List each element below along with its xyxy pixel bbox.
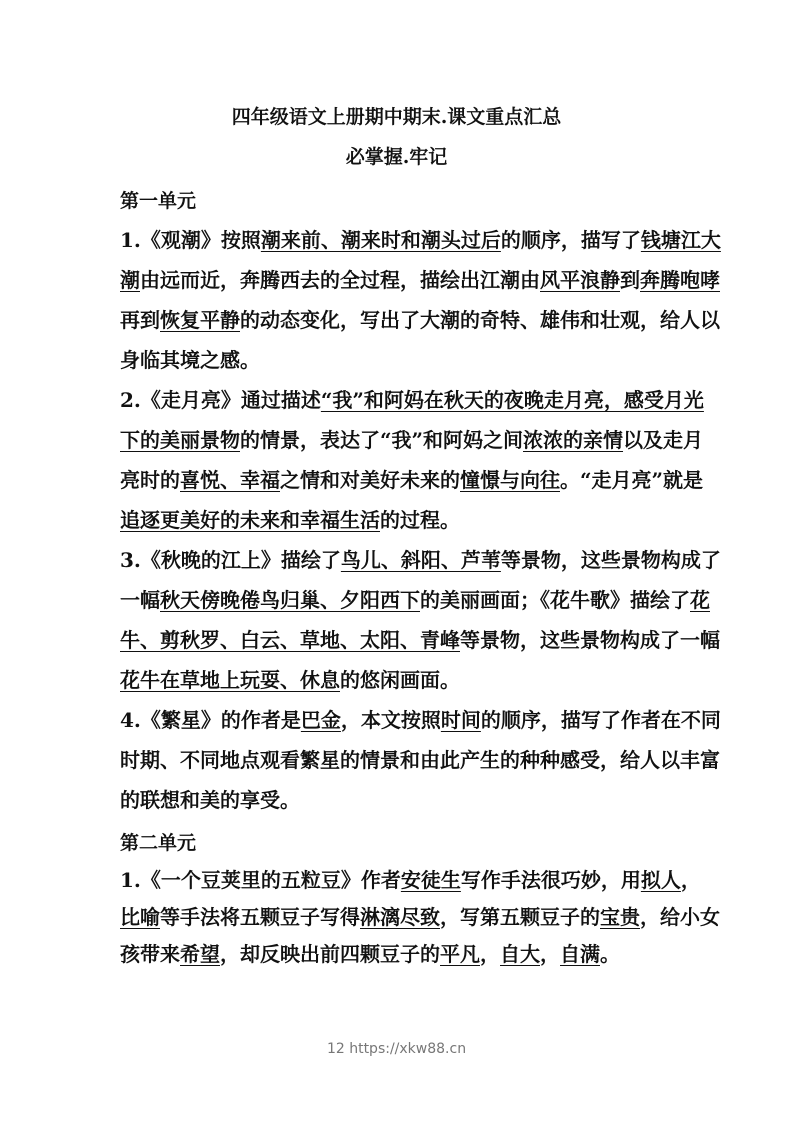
text-segment: 之情和对美好未来的 xyxy=(280,468,460,492)
key-point-underlined: 拟人 xyxy=(640,868,681,892)
text-segment: 的顺序，描写了 xyxy=(500,228,641,252)
key-point-underlined: 安徒生 xyxy=(400,868,461,892)
key-point-underlined: 鸟儿、斜阳、芦苇 xyxy=(340,548,501,572)
text-segment: 等手法将五颗豆子写得 xyxy=(160,905,360,929)
text-line xyxy=(120,580,710,620)
text-segment: 以及走月 xyxy=(623,428,704,452)
text-segment: ，却反映出前四颗豆子的 xyxy=(220,942,440,966)
key-point-underlined: 自大 xyxy=(500,942,540,966)
key-point-underlined: 恢复平静 xyxy=(160,308,240,332)
text-line xyxy=(120,899,720,936)
text-segment: 等景物，这些景物构成了一幅 xyxy=(460,628,720,652)
key-point-underlined: 牛、剪秋罗、白云、草地、太阳、青峰 xyxy=(120,628,460,652)
text-segment: 1.《观潮》按照 xyxy=(120,228,261,252)
unit-section xyxy=(120,182,721,820)
text-segment: ，写第五颗豆子的 xyxy=(440,905,600,929)
paragraph xyxy=(120,540,721,700)
text-segment: 孩带来 xyxy=(120,942,180,966)
text-line xyxy=(120,620,720,660)
text-segment: ， xyxy=(680,868,701,892)
key-point-underlined: 憧憬与向往 xyxy=(460,468,560,492)
text-segment: 等景物，这些景物构成了 xyxy=(500,548,721,572)
key-point-underlined: 淋漓尽致 xyxy=(360,905,440,929)
text-segment: 到 xyxy=(620,268,640,292)
key-point-underlined: 下的美丽景物 xyxy=(120,428,240,452)
text-segment: 4.《繁星》的作者是 xyxy=(120,708,301,732)
key-point-underlined: 巴金 xyxy=(300,708,341,732)
unit-heading: 第二单元 xyxy=(120,832,197,854)
text-segment: 一幅 xyxy=(120,588,160,612)
key-point-underlined: 自满 xyxy=(560,942,600,966)
text-line xyxy=(120,220,721,260)
text-segment: 亮时的 xyxy=(120,468,180,492)
text-segment: 的联想和美的享受。 xyxy=(120,788,300,812)
unit-heading: 第一单元 xyxy=(120,190,197,212)
text-segment: ，给小女 xyxy=(640,905,720,929)
text-segment: 再到 xyxy=(120,308,160,332)
text-segment: 写作手法很巧妙，用 xyxy=(460,868,641,892)
text-line xyxy=(120,540,721,580)
text-segment: 的动态变化，写出了大潮的奇特、雄伟和壮观，给人以 xyxy=(240,308,720,332)
text-line xyxy=(120,460,704,500)
page-footer: 12 https://xkw88.cn xyxy=(326,1041,467,1057)
text-line xyxy=(120,300,720,340)
text-line xyxy=(120,780,673,820)
text-segment: ， xyxy=(540,942,560,966)
key-point-underlined: 花牛在草地上玩耍、休息 xyxy=(120,668,340,692)
paragraph xyxy=(120,700,721,820)
key-point-underlined: 喜悦、幸福 xyxy=(180,468,280,492)
text-line xyxy=(120,700,721,740)
text-segment: 由远而近，奔腾西去的全过程，描绘出江潮由 xyxy=(140,268,540,292)
text-segment: ， xyxy=(480,942,500,966)
text-segment: 的情景，表达了“我”和阿妈之间 xyxy=(240,428,524,452)
document-body xyxy=(120,182,721,973)
text-segment: 1.《一个豆荚里的五粒豆》作者 xyxy=(120,868,401,892)
document-subtitle: 必掌握.牢记 xyxy=(345,146,448,168)
text-line xyxy=(120,420,704,460)
text-segment: 身临其境之感。 xyxy=(120,348,260,372)
key-point-underlined: 钱塘江大 xyxy=(640,228,721,252)
key-point-underlined: 潮来前、潮来时和潮头过后 xyxy=(260,228,501,252)
text-segment: 。 xyxy=(600,942,620,966)
paragraph xyxy=(120,380,704,540)
text-segment: 的过程。 xyxy=(380,508,460,532)
text-line xyxy=(120,862,701,899)
paragraph xyxy=(120,862,720,973)
key-point-underlined: 比喻 xyxy=(120,905,160,929)
document-title: 四年级语文上册期中期末.课文重点汇总 xyxy=(231,106,562,128)
text-line xyxy=(120,260,720,300)
key-point-underlined: 秋天傍晚倦鸟归巢、夕阳西下 xyxy=(160,588,420,612)
key-point-underlined: 花 xyxy=(690,588,710,612)
key-point-underlined: 潮 xyxy=(120,268,140,292)
text-line xyxy=(120,660,673,700)
key-point-underlined: 追逐更美好的未来和幸福生活 xyxy=(120,508,380,532)
key-point-underlined: 奔腾咆哮 xyxy=(640,268,720,292)
key-point-underlined: 时间 xyxy=(440,708,481,732)
text-line xyxy=(120,340,673,380)
text-segment: 时期、不同地点观看繁星的情景和由此产生的种种感受，给人以丰富 xyxy=(120,748,720,772)
text-segment: 的悠闲画面。 xyxy=(340,668,460,692)
key-point-underlined: “我”和阿妈在秋天的夜晚走月亮，感受月光 xyxy=(320,388,704,412)
text-segment: 3.《秋晚的江上》描绘了 xyxy=(120,548,341,572)
text-segment: 2.《走月亮》通过描述 xyxy=(120,388,321,412)
text-segment: ，本文按照 xyxy=(340,708,441,732)
key-point-underlined: 风平浪静 xyxy=(540,268,620,292)
text-segment: 的顺序，描写了作者在不同 xyxy=(480,708,721,732)
text-line xyxy=(120,936,673,973)
key-point-underlined: 宝贵 xyxy=(600,905,640,929)
text-segment: 的美丽画面；《花牛歌》描绘了 xyxy=(420,588,690,612)
paragraph xyxy=(120,220,721,380)
key-point-underlined: 浓浓的亲情 xyxy=(523,428,624,452)
text-line xyxy=(120,740,720,780)
text-segment: 。“走月亮”就是 xyxy=(560,468,704,492)
key-point-underlined: 希望 xyxy=(180,942,220,966)
text-line xyxy=(120,500,673,540)
key-point-underlined: 平凡 xyxy=(440,942,480,966)
text-line xyxy=(120,380,704,420)
unit-section xyxy=(120,824,720,973)
